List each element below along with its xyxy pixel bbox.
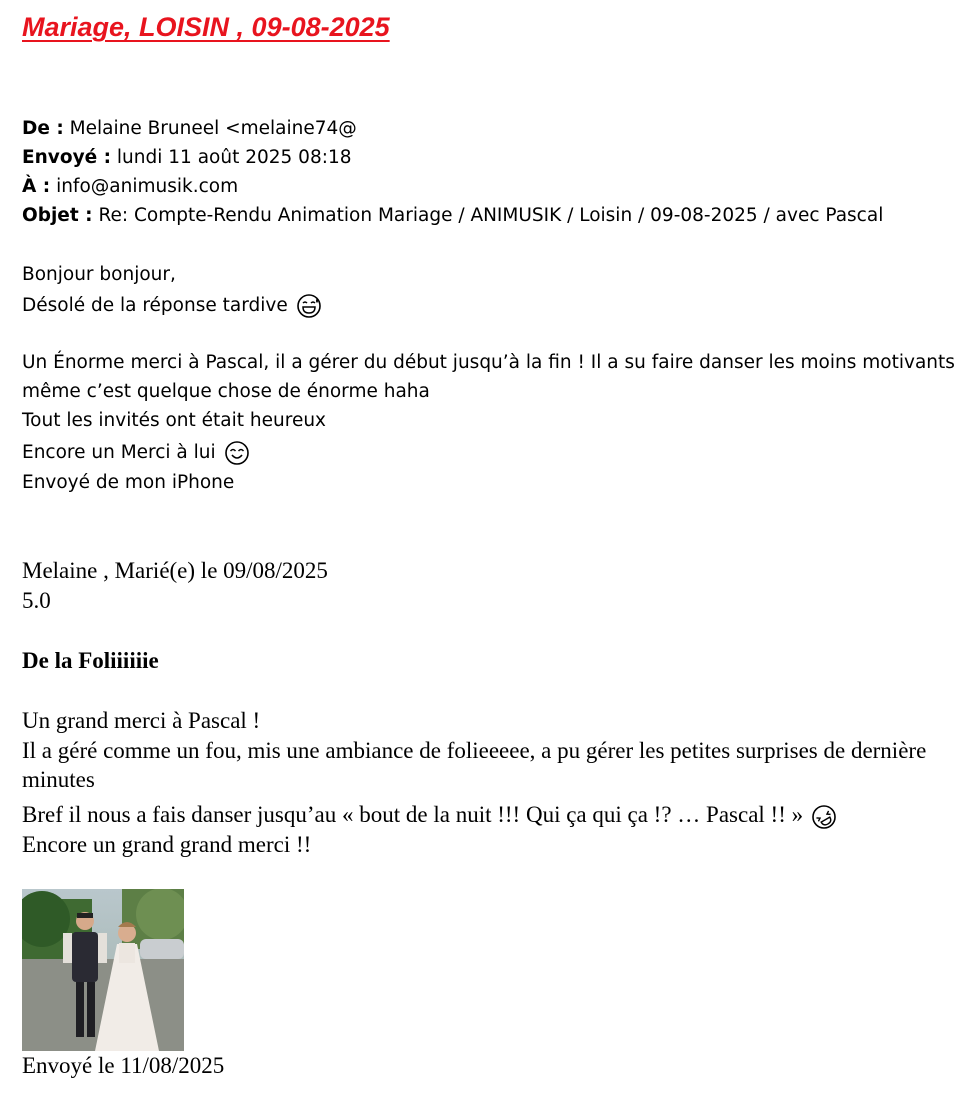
to-value: info@animusik.com [56, 176, 239, 197]
page-title: Mariage, LOISIN , 09-08-2025 [22, 12, 390, 42]
review-body-line [22, 802, 837, 830]
email-body-line: Tout les invités ont était heureux [22, 410, 326, 431]
sent-label: Envoyé : [22, 147, 112, 168]
wedding-couple-photo [22, 889, 184, 1051]
to-label: À : [22, 176, 51, 197]
review-body-line: Il a géré comme un fou, mis une ambiance de folieeeee, a pu gérer les petites surprises de dernière minutes [22, 738, 927, 792]
email-body-line [22, 440, 250, 466]
sweat-smile-emoji-icon [296, 293, 322, 319]
sent-value: lundi 11 août 2025 08:18 [116, 147, 352, 168]
subject-value: Re: Compte-Rendu Animation Mariage / ANIMUSIK / Loisin / 09-08-2025 / avec Pascal [98, 205, 884, 226]
review-body-line: Un grand merci à Pascal ! [22, 708, 261, 733]
review-sent-date: Envoyé le 11/08/2025 [22, 1053, 225, 1078]
review-body-text: Bref il nous a fais danser jusqu’au « bout de la nuit !!! Qui ça qui ça !? … Pascal !! » [22, 802, 804, 827]
email-subject [22, 205, 883, 226]
review-headline: De la Foliiiiiie [22, 648, 159, 673]
email-body-line: Bonjour bonjour, [22, 264, 176, 285]
email-to [22, 176, 238, 197]
email-body-text: Encore un Merci à lui [22, 442, 216, 463]
subject-label: Objet : [22, 205, 93, 226]
from-label: De : [22, 118, 64, 139]
email-body-line: même c’est quelque chose de énorme haha [22, 381, 430, 402]
review-body-line: Encore un grand grand merci !! [22, 832, 312, 857]
smiling-face-emoji-icon [224, 440, 250, 466]
email-body-text: Désolé de la réponse tardive [22, 295, 288, 316]
review-rating: 5.0 [22, 588, 51, 613]
email-body-line: Un Énorme merci à Pascal, il a gérer du début jusqu’à la fin ! Il a su faire danser les moins motivants [22, 352, 955, 373]
review-author: Melaine , Marié(e) le 09/08/2025 [22, 558, 328, 583]
email-body-line: Envoyé de mon iPhone [22, 472, 235, 493]
email-from [22, 118, 357, 139]
from-value: Melaine Bruneel <melaine74@ [69, 118, 357, 139]
email-body-line [22, 293, 322, 319]
rolling-laughing-emoji-icon [811, 804, 837, 830]
email-sent [22, 147, 352, 168]
